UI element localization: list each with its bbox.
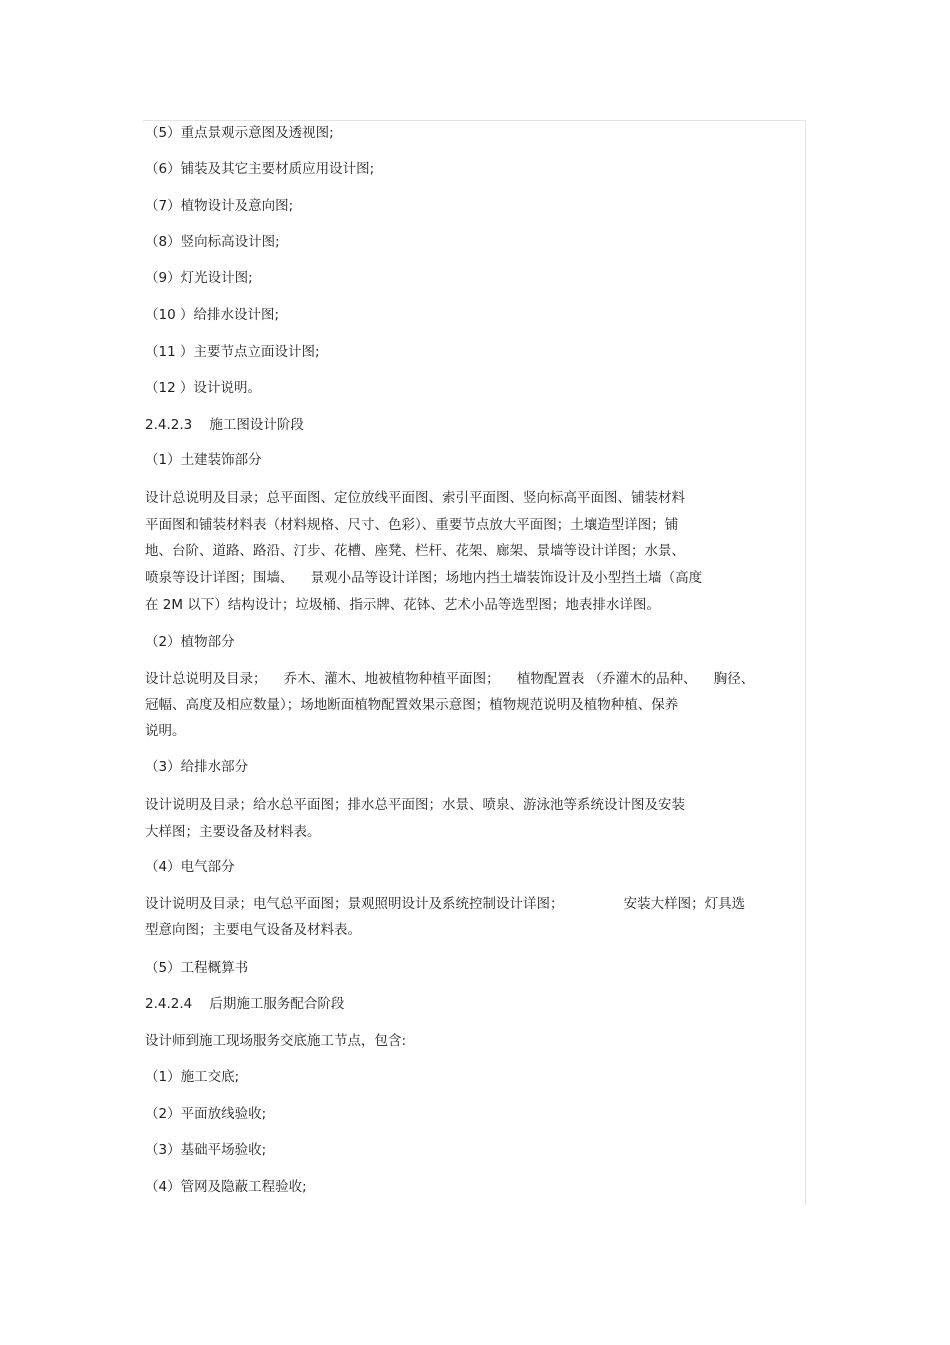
list-item: （10 ）给排水设计图; <box>145 307 280 323</box>
paragraph-line: 设计说明及目录；给水总平面图；排水总平面图；水景、喷泉、游泳池等系统设计图及安装 <box>145 797 685 813</box>
list-item: （8）竖向标高设计图; <box>145 234 280 250</box>
list-item: （5）重点景观示意图及透视图; <box>145 125 334 141</box>
list-item: （2）平面放线验收; <box>145 1106 267 1122</box>
paragraph-line: 平面图和铺装材料表（材料规格、尺寸、色彩）、重要节点放大平面图；土壤造型详图；铺 <box>145 517 679 533</box>
subsection-heading: （4）电气部分 <box>145 859 235 875</box>
list-item: （6）铺装及其它主要材质应用设计图; <box>145 161 375 177</box>
paragraph-line: 大样图；主要设备及材料表。 <box>145 824 321 840</box>
list-item: （7）植物设计及意向图; <box>145 198 294 214</box>
subsection-heading: （3）给排水部分 <box>145 759 249 775</box>
paragraph-line: 设计说明及目录；电气总平面图；景观照明设计及系统控制设计详图； 安装大样图；灯具选 <box>145 896 746 912</box>
subsection-heading: （5）工程概算书 <box>145 960 249 976</box>
paragraph-line: 说明。 <box>145 723 186 739</box>
paragraph-line: 在 2M 以下）结构设计；垃圾桶、指示牌、花钵、艺术小品等选型图；地表排水详图。 <box>145 597 660 613</box>
list-item: （4）管网及隐蔽工程验收; <box>145 1179 307 1195</box>
list-item: （1）施工交底; <box>145 1069 240 1085</box>
paragraph-line: 设计师到施工现场服务交底施工节点，包含: <box>145 1033 407 1049</box>
list-item: （11 ）主要节点立面设计图; <box>145 344 320 360</box>
subsection-heading: （2）植物部分 <box>145 634 235 650</box>
section-heading: 2.4.2.3 施工图设计阶段 <box>145 417 304 433</box>
subsection-heading: （1）土建装饰部分 <box>145 452 262 468</box>
paragraph-line: 冠幅、高度及相应数量）；场地断面植物配置效果示意图；植物规范说明及植物种植、保养 <box>145 697 679 713</box>
paragraph-line: 地、台阶、道路、路沿、汀步、花槽、座凳、栏杆、花架、廊架、景墙等设计详图；水景、 <box>145 543 685 559</box>
paragraph-line: 设计总说明及目录； 乔木、灌木、地被植物种植平面图； 植物配置表 （乔灌木的品种、 胸径、 <box>145 671 755 687</box>
list-item: （12 ）设计说明。 <box>145 380 261 396</box>
paragraph-line: 喷泉等设计详图；围墙、 景观小品等设计详图；场地内挡土墙装饰设计及小型挡土墙（高度 <box>145 570 703 586</box>
section-heading: 2.4.2.4 后期施工服务配合阶段 <box>145 996 345 1012</box>
paragraph-line: 型意向图；主要电气设备及材料表。 <box>145 922 361 938</box>
list-item: （3）基础平场验收; <box>145 1142 267 1158</box>
paragraph-line: 设计总说明及目录；总平面图、定位放线平面图、索引平面图、竖向标高平面图、铺装材料 <box>145 490 685 506</box>
list-item: （9）灯光设计图; <box>145 270 253 286</box>
